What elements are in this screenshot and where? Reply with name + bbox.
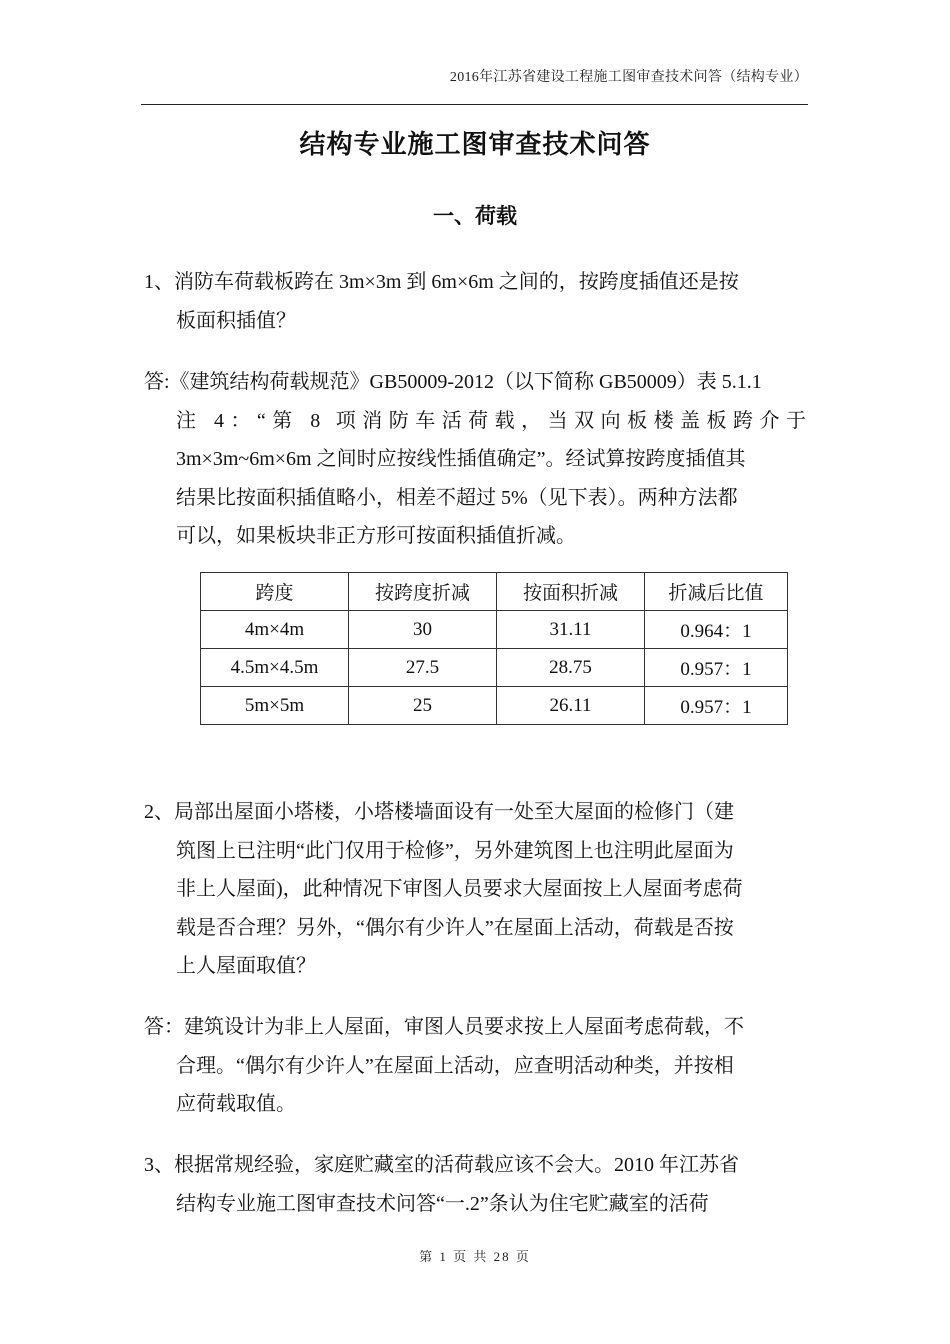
table-cell: 25 bbox=[349, 687, 497, 725]
table-cell: 4.5m×4.5m bbox=[201, 649, 349, 687]
table-cell: 0.957：1 bbox=[645, 649, 788, 687]
answer-1-line: 结果比按面积插值略小，相差不超过 5%（见下表）。两种方法都 bbox=[176, 486, 738, 509]
document-title: 结构专业施工图审查技术问答 bbox=[299, 129, 651, 159]
table-cell: 26.11 bbox=[497, 687, 645, 725]
table-row bbox=[201, 611, 788, 649]
question-2-line: 上人屋面取值？ bbox=[176, 955, 316, 977]
question-2-line: 非上人屋面)，此种情况下审图人员要求大屋面按上人屋面考虑荷 bbox=[176, 878, 743, 900]
table-header-cell: 折减后比值 bbox=[645, 573, 788, 611]
table-cell: 5m×5m bbox=[201, 687, 349, 725]
question-2 bbox=[144, 793, 810, 986]
question-1-line: 板面积插值？ bbox=[176, 309, 296, 332]
question-3-line: 3、根据常规经验，家庭贮藏室的活荷载应该不会大。2010 年江苏省 bbox=[144, 1154, 739, 1176]
reduction-table bbox=[200, 572, 788, 725]
question-2-line: 2、局部出屋面小塔楼，小塔楼墙面设有一处至大屋面的检修门（建 bbox=[144, 801, 734, 823]
table-header-cell: 按面积折减 bbox=[497, 573, 645, 611]
question-1 bbox=[144, 263, 810, 340]
table-cell: 4m×4m bbox=[201, 611, 349, 649]
answer-2-line: 合理。“偶尔有少许人”在屋面上活动，应查明活动种类，并按相 bbox=[176, 1054, 734, 1077]
table-header-row bbox=[201, 573, 788, 611]
table-cell: 30 bbox=[349, 611, 497, 649]
question-2-line: 载是否合理？另外，“偶尔有少许人”在屋面上活动，荷载是否按 bbox=[176, 916, 734, 939]
table-cell: 0.957：1 bbox=[645, 687, 788, 725]
table-cell: 31.11 bbox=[497, 611, 645, 649]
table-header-cell: 跨度 bbox=[201, 573, 349, 611]
question-3 bbox=[144, 1146, 810, 1223]
question-2-line: 筑图上已注明“此门仅用于检修”，另外建筑图上也注明此屋面为 bbox=[176, 839, 734, 862]
table-cell: 28.75 bbox=[497, 649, 645, 687]
header-rule bbox=[141, 104, 808, 105]
question-1-line: 1、消防车荷载板跨在 3m×3m 到 6m×6m 之间的，按跨度插值还是按 bbox=[144, 271, 739, 293]
table-cell: 27.5 bbox=[349, 649, 497, 687]
running-header: 2016年江苏省建设工程施工图审查技术问答（结构专业） bbox=[449, 70, 808, 85]
table-row bbox=[201, 687, 788, 725]
answer-2-line: 答：建筑设计为非上人屋面，审图人员要求按上人屋面考虑荷载，不 bbox=[144, 1016, 744, 1038]
table-cell: 0.964：1 bbox=[645, 611, 788, 649]
answer-1 bbox=[144, 363, 810, 556]
answer-2-line: 应荷载取值。 bbox=[176, 1093, 296, 1115]
table-row bbox=[201, 649, 788, 687]
answer-2 bbox=[144, 1008, 810, 1124]
question-3-line: 结构专业施工图审查技术问答“一.2”条认为住宅贮藏室的活荷 bbox=[176, 1192, 709, 1215]
answer-1-line: 可以，如果板块非正方形可按面积插值折减。 bbox=[176, 525, 576, 547]
page-footer: 第 1 页 共 28 页 bbox=[419, 1249, 531, 1264]
answer-1-line: 3m×3m~6m×6m 之间时应按线性插值确定”。经试算按跨度插值其 bbox=[176, 448, 746, 470]
table-header-cell: 按跨度折减 bbox=[349, 573, 497, 611]
answer-1-line: 注 4：“第 8 项消防车活荷载，当双向板楼盖板跨介于 bbox=[176, 409, 810, 432]
section-heading: 一、荷载 bbox=[433, 205, 517, 228]
answer-1-line: 答:《建筑结构荷载规范》GB50009-2012（以下简称 GB50009）表 5.1.1 bbox=[144, 371, 762, 393]
